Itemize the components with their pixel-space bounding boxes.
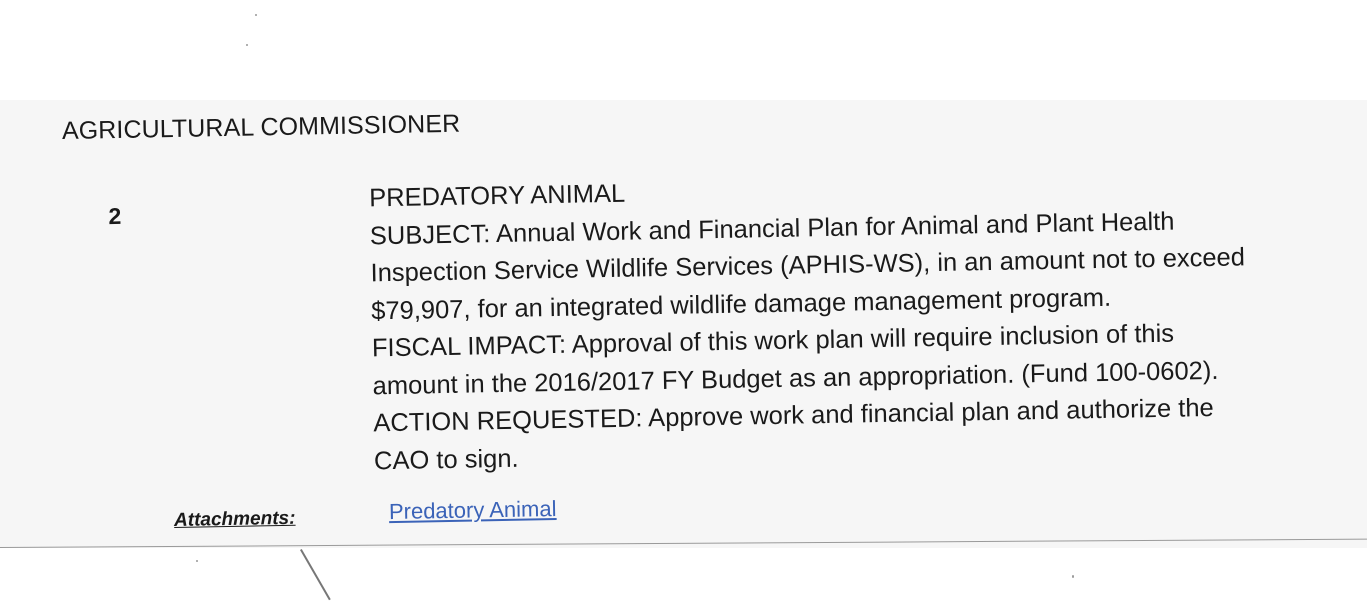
item-title: PREDATORY ANIMAL: [368, 179, 626, 213]
item-body: [369, 162, 1367, 480]
action-requested-line: ACTION REQUESTED: Approve work and financial plan and authorize the: [373, 393, 1214, 438]
action-requested-line: CAO to sign.: [373, 444, 519, 475]
subject-line: SUBJECT: Annual Work and Financial Plan for Animal and Plant Health: [369, 207, 1175, 250]
scan-speck: [255, 14, 257, 16]
item-number: 2: [108, 202, 122, 230]
scan-speck: [196, 560, 198, 562]
section-heading: AGRICULTURAL COMMISSIONER: [61, 109, 461, 145]
fiscal-impact-line: amount in the 2016/2017 FY Budget as an appropriation. (Fund 100-0602).: [372, 356, 1219, 400]
scan-speck: [246, 44, 248, 46]
attachment-link-predatory-animal[interactable]: Predatory Animal: [388, 496, 557, 525]
subject-line: Inspection Service Wildlife Services (APHIS-WS), in an amount not to exceed: [370, 243, 1246, 288]
attachments-label: Attachments:: [173, 507, 296, 532]
subject-line: $79,907, for an integrated wildlife damage management program.: [371, 283, 1112, 325]
scan-speck: [1072, 575, 1074, 578]
fiscal-impact-line: FISCAL IMPACT: Approval of this work plan will require inclusion of this: [371, 319, 1175, 363]
